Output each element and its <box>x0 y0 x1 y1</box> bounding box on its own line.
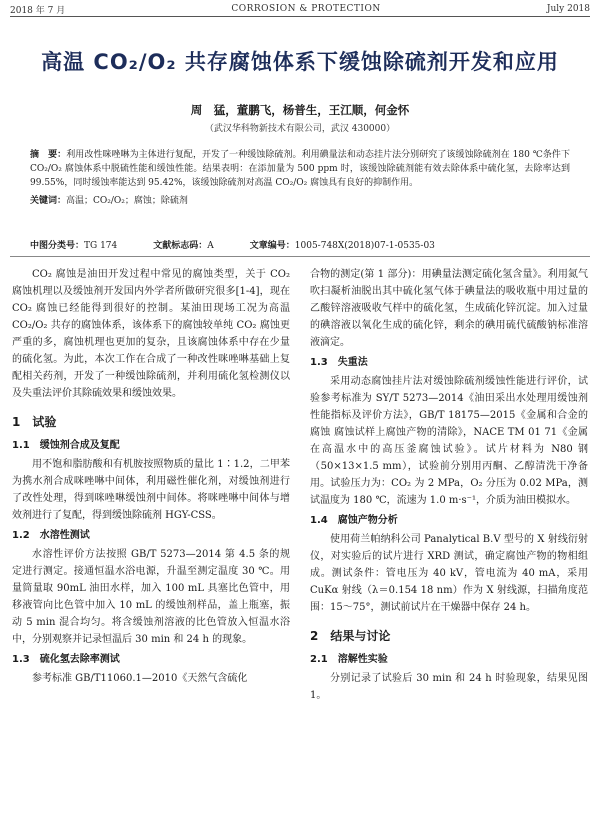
paragraph-1-3: 参考标准 GB/T11060.1—2010《天然气含硫化 <box>32 673 248 684</box>
header-date: 2018 年 7 月 <box>10 5 66 16</box>
running-header <box>10 2 590 17</box>
section-heading-2: 2 结果与讨论 <box>310 629 391 643</box>
article-id-item <box>250 238 435 251</box>
keywords-label: 关键词： <box>30 196 67 206</box>
abstract-label: 摘 要： <box>30 150 67 160</box>
divider-rule <box>10 256 590 257</box>
paragraph-2-1: 分别记录了试验后 30 min 和 24 h 时验现象，结果见图 1。 <box>310 673 588 701</box>
left-column <box>12 266 290 822</box>
paragraph-1-1: 用不饱和脂肪酸和有机胺按照物质的量比 1∶1.2，二甲苯为携水剂合成咪唑啉中间体，利用磁性催化剂，对缓蚀剂进行了改性处理，得到咪唑啉缓蚀剂中间体。将咪唑啉中间体与增效剂进行了复配，得到缓蚀除硫剂 HGY-CSS。 <box>12 459 290 521</box>
header-journal: CORROSION & PROTECTION <box>231 4 381 14</box>
doc-code-value: A <box>207 241 214 251</box>
keywords-line <box>30 194 570 208</box>
doc-code-label: 文献标志码： <box>153 241 208 251</box>
abstract-block <box>30 148 570 208</box>
paper-authors: 周 猛，董鹏飞，杨普生，王江顺，何金怀 <box>190 103 410 117</box>
paragraph-1-4: 使用荷兰帕纳科公司 Panalytical B.V 型号的 X 射线衍射仪，对实验后的试片进行 XRD 测试，确定腐蚀产物的物相组成。测试条件：管电压为 40 kV，管电流为 40 mA，采用 CuKα 射线（λ＝0.154 18 nm）作为 X 射线源，扫描角度范围：15～75°，测试前试片在干燥器中保存 24 h。 <box>310 534 588 613</box>
abstract-paragraph <box>30 148 570 190</box>
paragraph-1-3-continued: 合物的测定(第 1 部分)：用碘量法测定硫化氢含量》。利用氮气吹扫凝析油脱出其中硫化氢气体于碘量法的吸收瓶中用过量的乙酸锌溶液吸收气样中的硫化氢，生成硫化锌沉淀。加入过量的碘溶液以氧化生成的硫化锌，剩余的碘用硫代硫酸钠标准溶液滴定。 <box>310 269 588 348</box>
paragraph-1-2: 水溶性评价方法按照 GB/T 5273—2014 第 4.5 条的规定进行测定。接通恒温水浴电源，升温至测定温度 30 ℃。用量筒量取 90mL 油田水样，加入 100 mL 具塞比色管中，用移液管向比色管中加入 10 mL 的缓蚀剂样品，盖上瓶塞，振动 5 min 混合均匀。将含缓蚀剂溶液的比色管放入恒温水浴中，分别观察并记录恒温后 30 min 和 24 h 的现象。 <box>12 549 290 645</box>
clc-value: TG 174 <box>84 241 118 251</box>
keywords-text: 高温；CO₂/O₂；腐蚀；除硫剂 <box>66 196 188 206</box>
paragraph-weight-loss: 采用动态腐蚀挂片法对缓蚀除硫剂缓蚀性能进行评价，试验参考标准为 SY/T 5273—2014《油田采出水处理用缓蚀剂性能指标及评价方法》，GB/T 18175—2015《金属和合金的腐蚀 腐蚀试样上腐蚀产物的清除》，NACE TM 01 71《金属在高温水中的高压釜腐蚀试验》。试片材料为 N80 钢（50×13×1.5 mm），试验前分别用丙酮、乙醇清洗干净备用。试验压力为：CO₂ 为 2 MPa，O₂ 分压为 0.02 MPa，测试温度为 180 ℃，流速为 1.0 m·s⁻¹，介质为油田模拟水。 <box>310 376 588 506</box>
subsection-heading-1-1: 1.1 缓蚀剂合成及复配 <box>12 440 120 451</box>
header-month: July 2018 <box>546 4 590 14</box>
subsection-heading-1-4: 1.4 腐蚀产物分析 <box>310 515 398 526</box>
article-meta <box>30 238 570 251</box>
section-heading-1: 1 试验 <box>12 415 57 429</box>
paper-title: 高温 CO₂/O₂ 共存腐蚀体系下缓蚀除硫剂开发和应用 <box>41 50 559 74</box>
clc-item <box>30 238 117 251</box>
subsection-heading-2-1: 2.1 溶解性实验 <box>310 654 388 665</box>
right-column <box>310 266 588 822</box>
intro-paragraph: CO₂ 腐蚀是油田开发过程中常见的腐蚀类型，关于 CO₂ 腐蚀机理以及缓蚀剂开发国内外学者所做研究很多[1-4]，现在 CO₂ 腐蚀已经能得到很好的控制。某油田现场工况为高温 CO₂/O₂ 共存的腐蚀体系，该体系下的腐蚀较单纯 CO₂ 腐蚀更严重的多，腐蚀机理也更加的复杂，且该腐蚀体系中存在少量的硫化氢。为此，本次工作在合成了一种改性咪唑啉基础上复配相关药剂，开发了一种缓蚀除硫剂，并利用硫化氢检测仪以及失重法评价其除硫效果和缓蚀效果。 <box>12 269 290 399</box>
article-id-label: 文章编号： <box>249 241 295 251</box>
abstract-text: 利用改性咪唑啉为主体进行复配，开发了一种缓蚀除硫剂。利用碘量法和动态挂片法分别研究了该缓蚀除硫剂在 180 ℃条件下 CO₂/O₂ 腐蚀体系中脱硫性能和缓蚀性能。结果表明：在添加量为 500 ppm 时，该缓蚀除硫剂能有效去除体系中硫化氢，去除率达到 99.55%，同时缓蚀率能达到 95.42%，该缓蚀除硫剂对高温 CO₂/O₂ 腐蚀具有良好的抑制作用。 <box>30 150 570 188</box>
paper-affiliation: （武汉华科物新技术有限公司，武汉 430000） <box>204 124 396 134</box>
doc-code-item <box>153 238 214 251</box>
article-id-value: 1005-748X(2018)07-1-0535-03 <box>294 241 435 251</box>
subsection-heading-weight-loss: 1.3 失重法 <box>310 357 368 368</box>
subsection-heading-1-3: 1.3 硫化氢去除率测试 <box>12 654 120 665</box>
subsection-heading-1-2: 1.2 水溶性测试 <box>12 530 90 541</box>
clc-label: 中图分类号： <box>30 241 85 251</box>
